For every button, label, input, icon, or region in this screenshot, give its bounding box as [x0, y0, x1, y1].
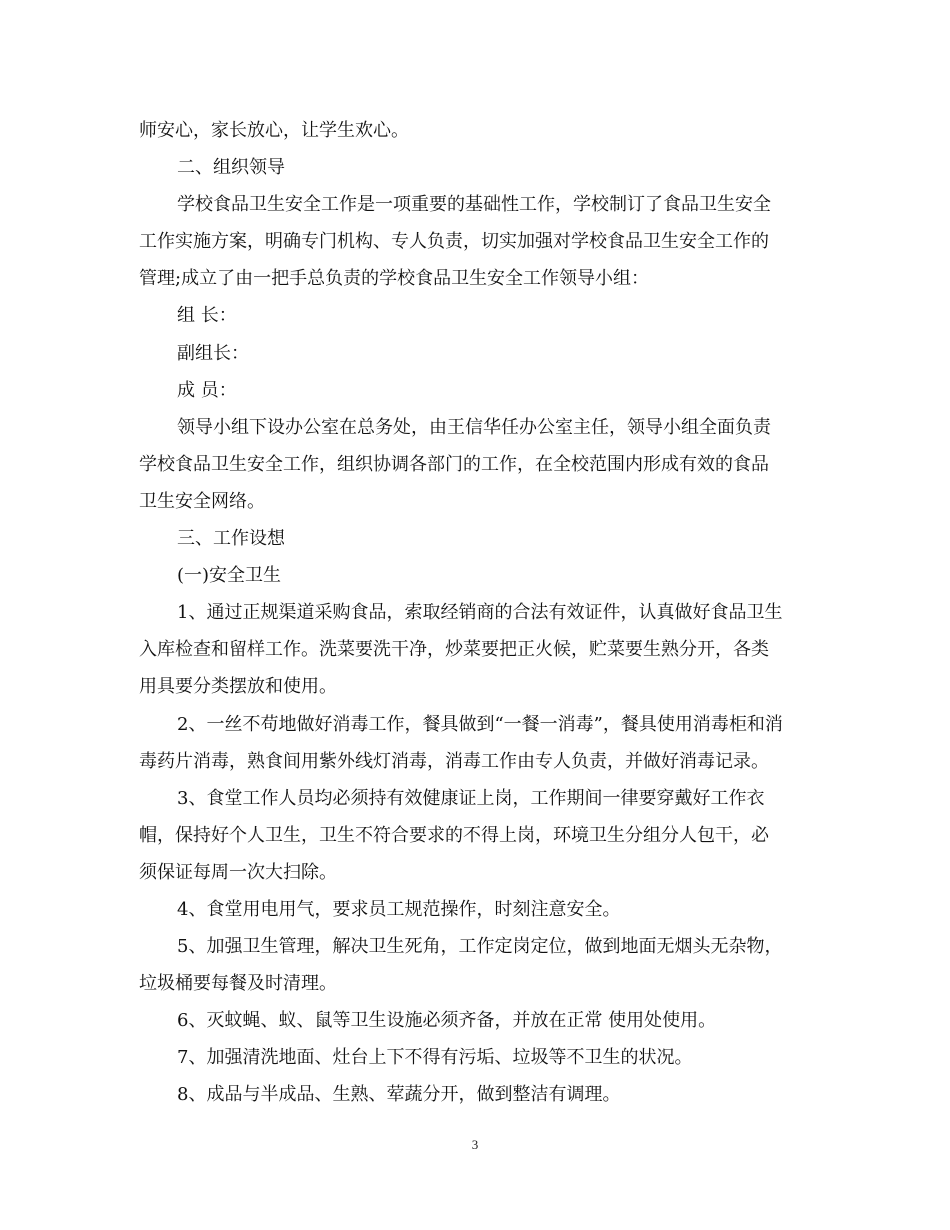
section-heading: 二、组织领导	[177, 157, 285, 179]
document-body	[139, 112, 819, 1114]
text-line: 4、食堂用电用气，要求员工规范操作，时刻注意安全。	[177, 898, 621, 920]
text-line: 5、加强卫生管理，解决卫生死角，工作定岗定位，做到地面无烟头无杂物，	[177, 936, 783, 958]
text-line: 工作实施方案，明确专门机构、专人负责，切实加强对学校食品卫生安全工作的	[139, 231, 769, 253]
text-line: 学校食品卫生安全工作是一项重要的基础性工作，学校制订了食品卫生安全	[177, 194, 771, 216]
text-line: 管理;成立了由一把手总负责的学校食品卫生安全工作领导小组：	[139, 268, 650, 290]
text-line: 垃圾桶要每餐及时清理。	[139, 973, 337, 995]
text-line: 入库检查和留样工作。洗菜要洗干净，炒菜要把正火候，贮菜要生熟分开，各类	[139, 639, 769, 661]
text-line: 成 员：	[177, 379, 237, 401]
text-line: 副组长：	[177, 342, 249, 364]
text-line: 3、食堂工作人员均必须持有效健康证上岗，工作期间一律要穿戴好工作衣	[177, 787, 765, 809]
text-line: 7、加强清洗地面、灶台上下不得有污垢、垃圾等不卫生的状况。	[177, 1047, 693, 1069]
section-heading: 三、工作设想	[177, 528, 285, 550]
text-line: 领导小组下设办公室在总务处，由王信华任办公室主任，领导小组全面负责	[177, 416, 771, 438]
text-line: 组 长：	[177, 305, 237, 327]
page-number: 3	[471, 1137, 479, 1152]
text-line: 1、通过正规渠道采购食品，索取经销商的合法有效证件，认真做好食品卫生	[177, 602, 783, 624]
text-line: 卫生安全网络。	[139, 490, 265, 512]
text-line: 2、一丝不苟地做好消毒工作，餐具做到“一餐一消毒”，餐具使用消毒柜和消	[177, 713, 783, 735]
text-line: 帽，保持好个人卫生，卫生不符合要求的不得上岗，环境卫生分组分人包干，必	[139, 824, 769, 846]
subsection-heading: (一)安全卫生	[177, 565, 282, 587]
text-line: 8、成品与半成品、生熟、荤蔬分开，做到整洁有调理。	[177, 1084, 621, 1106]
text-line: 学校食品卫生安全工作，组织协调各部门的工作，在全校范围内形成有效的食品	[139, 453, 769, 475]
text-line: 6、灭蚊蝇、蚁、鼠等卫生设施必须齐备，并放在正常 使用处使用。	[177, 1010, 717, 1032]
text-line: 用具要分类摆放和使用。	[139, 676, 337, 698]
text-line: 师安心，家长放心，让学生欢心。	[139, 120, 409, 141]
text-line: 毒药片消毒，熟食间用紫外线灯消毒，消毒工作由专人负责，并做好消毒记录。	[139, 750, 769, 772]
text-line: 须保证每周一次大扫除。	[139, 861, 337, 883]
